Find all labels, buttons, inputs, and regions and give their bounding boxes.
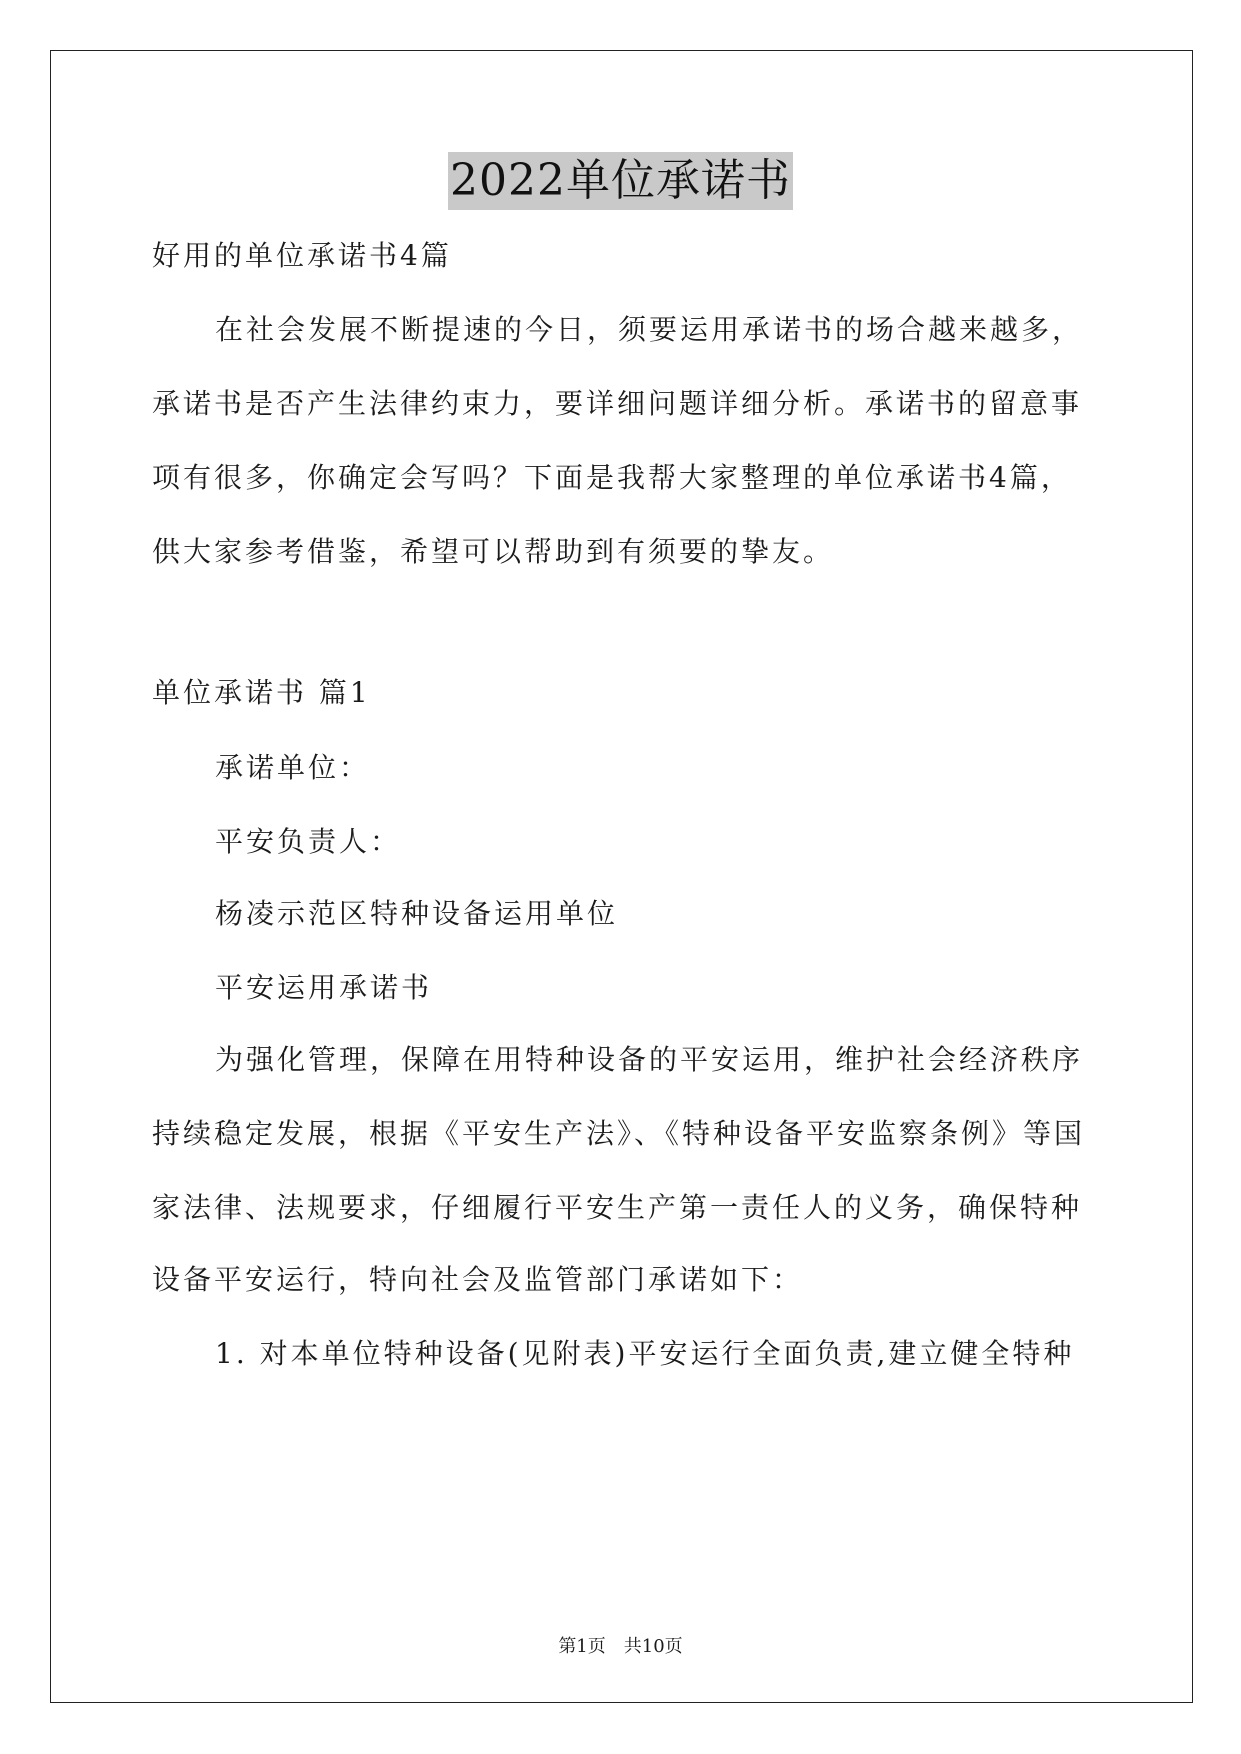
page-footer: 第1页 共10页: [558, 1636, 683, 1657]
section-heading: 单位承诺书 篇1: [152, 676, 371, 709]
field-line: 杨凌示范区特种设备运用单位: [215, 897, 619, 930]
intro-line: 项有很多，你确定会写吗？下面是我帮大家整理的单位承诺书4篇，: [152, 461, 1072, 494]
body-line: 持续稳定发展，根据《平安生产法》、《特种设备平安监察条例》等国: [152, 1117, 1086, 1150]
intro-line: 在社会发展不断提速的今日，须要运用承诺书的场合越来越多，: [215, 313, 1084, 346]
body-line: 设备平安运行，特向社会及监管部门承诺如下：: [152, 1263, 804, 1296]
document-subtitle: 好用的单位承诺书4篇: [152, 239, 452, 272]
body-line: 家法律、法规要求，仔细履行平安生产第一责任人的义务，确保特种: [152, 1191, 1083, 1224]
title-container: [0, 152, 1241, 210]
list-item: 1. 对本单位特种设备(见附表)平安运行全面负责,建立健全特种: [215, 1337, 1075, 1370]
document-title: 2022单位承诺书: [448, 152, 793, 210]
intro-line: 供大家参考借鉴，希望可以帮助到有须要的挚友。: [152, 535, 835, 568]
field-line: 平安负责人：: [215, 825, 402, 858]
field-line: 承诺单位：: [215, 751, 371, 784]
intro-line: 承诺书是否产生法律约束力，要详细问题详细分析。承诺书的留意事: [152, 387, 1083, 420]
page-border: [50, 50, 1193, 1703]
field-line: 平安运用承诺书: [215, 971, 433, 1004]
body-line: 为强化管理，保障在用特种设备的平安运用，维护社会经济秩序: [215, 1043, 1084, 1076]
